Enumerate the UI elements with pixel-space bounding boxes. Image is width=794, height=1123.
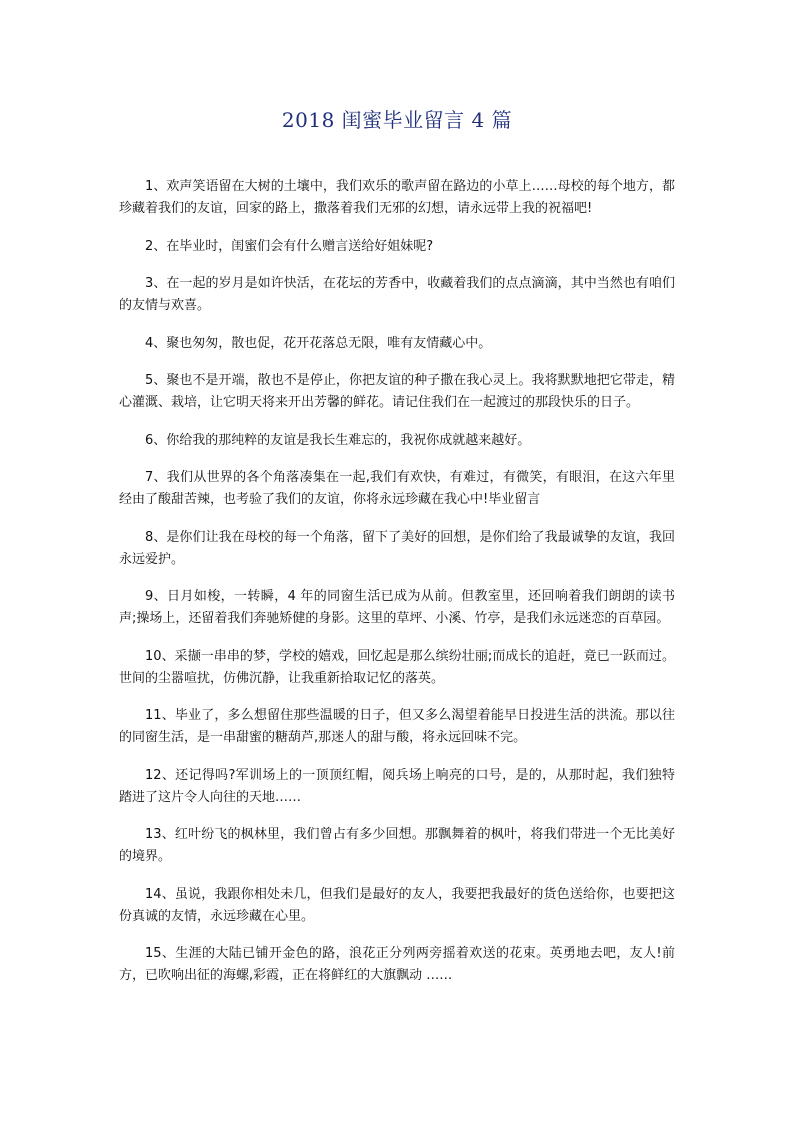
- paragraph-2: 2、在毕业时，闺蜜们会有什么赠言送给好姐妹呢?: [145, 238, 434, 254]
- paragraph-8: 8、是你们让我在母校的每一个角落，留下了美好的回想，是你们给了我最诚挚的友谊，我回永远爱护。: [119, 529, 675, 567]
- paragraph-13: 13、红叶纷飞的枫林里，我们曾占有多少回想。那飘舞着的枫叶，将我们带进一个无比美好的境界。: [119, 827, 675, 864]
- paragraph-14: 14、虽说，我跟你相处未几，但我们是最好的友人，我要把我最好的货色送给你，也要把这份真诚的友情，永远珍藏在心里。: [119, 886, 675, 924]
- paragraph-4: 4、聚也匆匆，散也促，花开花落总无限，唯有友情藏心中。: [145, 335, 492, 351]
- paragraph-1: 1、欢声笑语留在大树的土壤中，我们欢乐的歌声留在路边的小草上……母校的每个地方，都珍藏着我们的友谊，回家的路上，撒落着我们无邪的幻想，请永远带上我的祝福吧!: [119, 179, 675, 216]
- paragraph-7: 7、我们从世界的各个角落凑集在一起,我们有欢快，有难过，有微笑，有眼泪，在这六年里经由了酸甜苦辣，也考验了我们的友谊，你将永远珍藏在我心中!毕业留言: [119, 470, 675, 507]
- paragraph-3: 3、在一起的岁月是如许快活，在花坛的芳香中，收藏着我们的点点滴滴，其中当然也有咱们的友情与欢喜。: [119, 276, 675, 313]
- paragraph-5: 5、聚也不是开端，散也不是停止，你把友谊的种子撒在我心灵上。我将默默地把它带走，精心灌溉、栽培，让它明天将来开出芳馨的鲜花。请记住我们在一起渡过的那段快乐的日子。: [119, 373, 675, 410]
- paragraph-12: 12、还记得吗?军训场上的一顶顶红帽，阅兵场上响亮的口号，是的，从那时起，我们独特踏进了这片令人向往的天地……: [119, 767, 675, 805]
- paragraph-9: 9、日月如梭，一转瞬，4 年的同窗生活已成为从前。但教室里，还回响着我们朗朗的读书声;操场上，还留着我们奔驰矫健的身影。这里的草坪、小溪、竹亭，是我们永远迷恋的百草园。: [119, 589, 675, 626]
- document-title: 2018 闺蜜毕业留言 4 篇: [281, 108, 513, 132]
- paragraph-10: 10、采撷一串串的梦，学校的嬉戏，回忆起是那么缤纷壮丽;而成长的追赶，竟已一跃而过。世间的尘嚣喧扰，仿佛沉静，让我重新拾取记忆的落英。: [119, 648, 675, 686]
- paragraph-15: 15、生涯的大陆已铺开金色的路，浪花正分列两旁摇着欢送的花束。英勇地去吧，友人!前方，已吹响出征的海螺,彩霞，正在将鲜红的大旗飘动 ……: [119, 946, 675, 983]
- document-body: [119, 176, 675, 1003]
- paragraph-6: 6、你给我的那纯粹的友谊是我长生难忘的，我祝你成就越来越好。: [145, 432, 531, 448]
- paragraph-11: 11、毕业了，多么想留住那些温暖的日子，但又多么渴望着能早日投进生活的洪流。那以往的同窗生活，是一串甜蜜的糖葫芦,那迷人的甜与酸，将永远回味不完。: [119, 708, 675, 745]
